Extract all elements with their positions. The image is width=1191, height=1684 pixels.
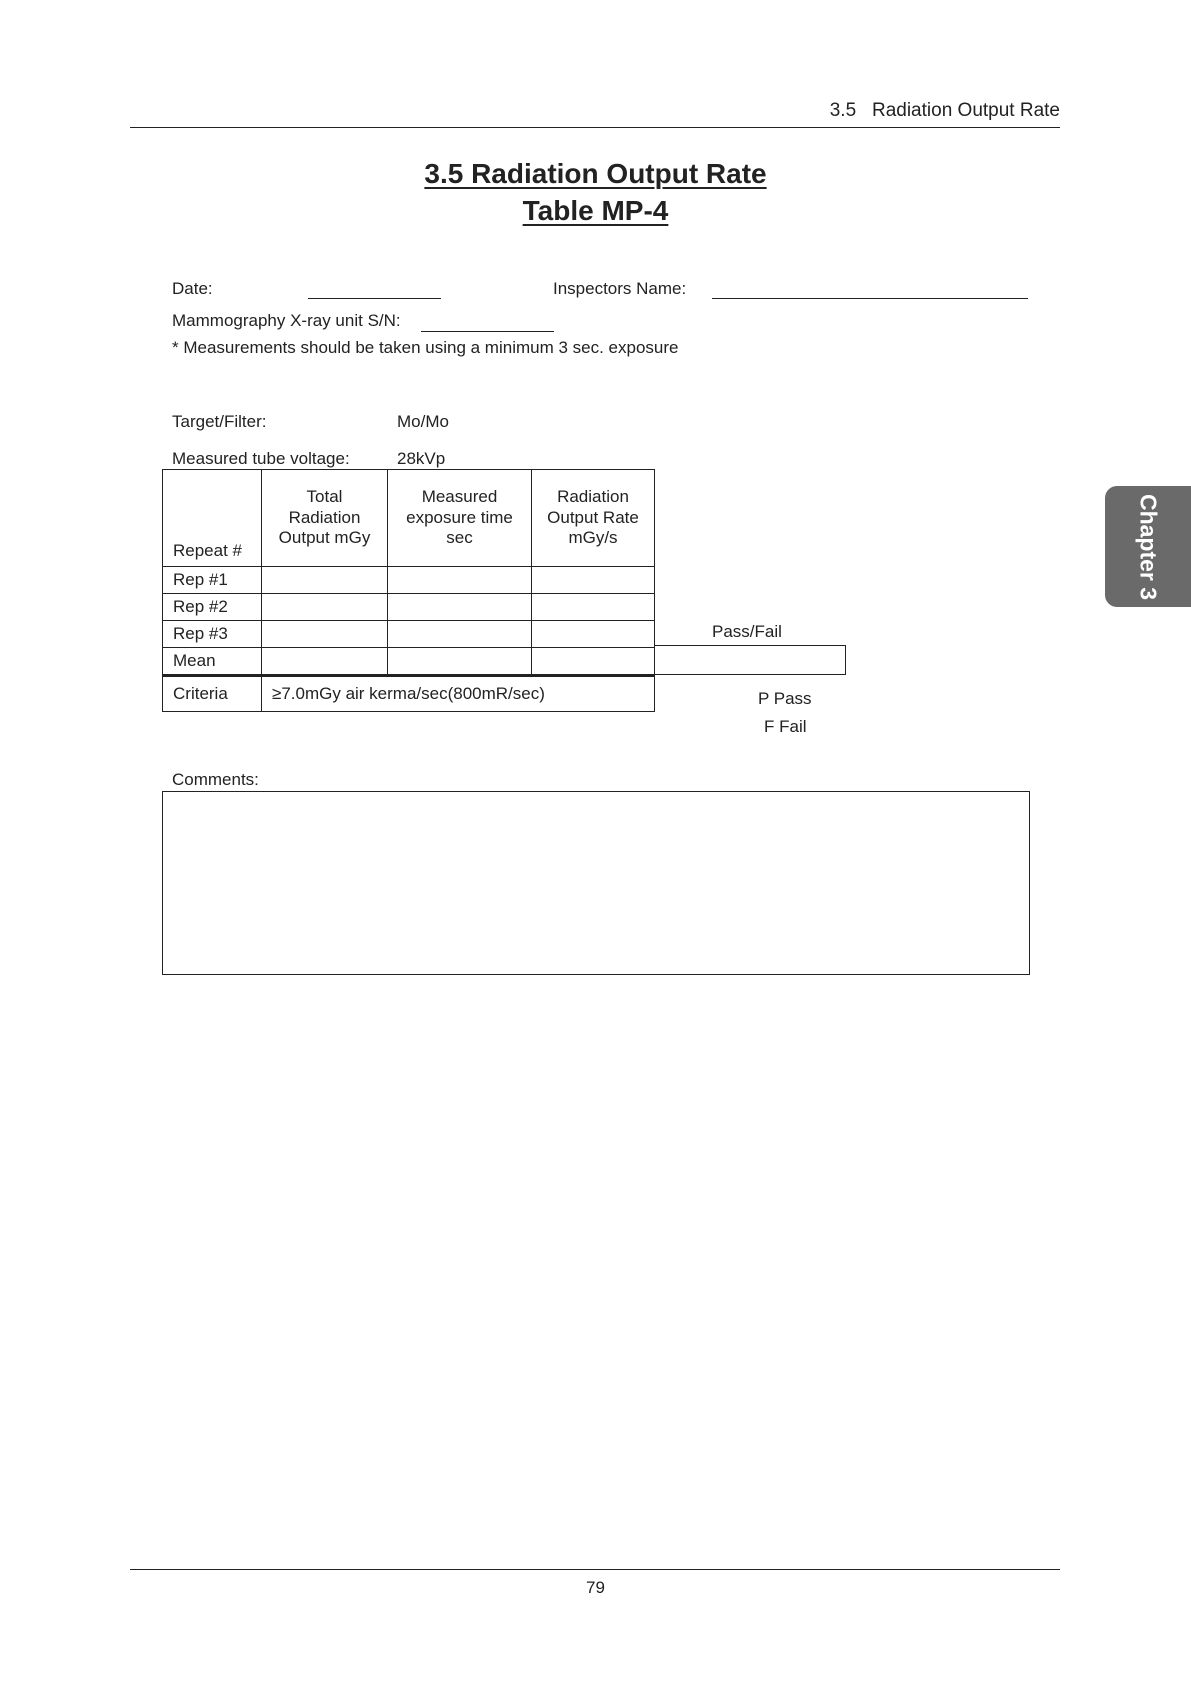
cell-exposure-time[interactable] xyxy=(388,567,532,594)
page-title: 3.5 Radiation Output Rate xyxy=(424,158,767,189)
target-filter-label: Target/Filter: xyxy=(172,412,267,431)
table-row xyxy=(163,648,655,676)
pass-fail-label: Pass/Fail xyxy=(712,622,782,641)
table-row xyxy=(163,594,655,621)
cell-total-output[interactable] xyxy=(262,567,388,594)
running-header xyxy=(830,100,1060,122)
measurement-table xyxy=(162,469,655,712)
footer-rule xyxy=(130,1569,1060,1570)
row-label: Rep #1 xyxy=(163,567,262,594)
running-header-title: Radiation Output Rate xyxy=(871,100,1060,121)
cell-total-output[interactable] xyxy=(262,621,388,648)
cell-exposure-time[interactable] xyxy=(388,594,532,621)
row-label: Rep #3 xyxy=(163,621,262,648)
cell-total-output[interactable] xyxy=(262,648,388,676)
date-field[interactable] xyxy=(308,298,441,299)
inspectors-name-label: Inspectors Name: xyxy=(553,279,687,298)
table-row xyxy=(163,567,655,594)
header-output-rate: Radiation Output Rate mGy/s xyxy=(532,470,655,567)
row-label: Rep #2 xyxy=(163,594,262,621)
fail-option: F Fail xyxy=(764,717,807,736)
tube-voltage-value: 28kVp xyxy=(397,449,446,468)
unit-sn-field[interactable] xyxy=(421,331,554,332)
date-label: Date: xyxy=(172,279,213,298)
comments-box[interactable] xyxy=(162,791,1030,975)
table-title: Table MP-4 xyxy=(522,195,669,226)
chapter-tab-label: Chapter 3 xyxy=(1135,493,1162,600)
criteria-value: ≥7.0mGy air kerma/sec(800mR/sec) xyxy=(262,676,655,712)
criteria-row xyxy=(163,676,655,712)
header-repeat: Repeat # xyxy=(163,470,262,567)
chapter-tab xyxy=(1105,486,1191,607)
cell-output-rate[interactable] xyxy=(532,648,655,676)
cell-exposure-time[interactable] xyxy=(388,621,532,648)
running-header-number: 3.5 xyxy=(829,100,857,121)
page-number: 79 xyxy=(586,1578,605,1597)
target-filter-value: Mo/Mo xyxy=(397,412,449,431)
table-row xyxy=(163,621,655,648)
pass-option: P Pass xyxy=(758,689,812,708)
cell-exposure-time[interactable] xyxy=(388,648,532,676)
table-header-row xyxy=(163,470,655,567)
criteria-label: Criteria xyxy=(163,676,262,712)
cell-output-rate[interactable] xyxy=(532,594,655,621)
exposure-note: * Measurements should be taken using a minimum 3 sec. exposure xyxy=(172,338,679,357)
header-exposure-time: Measured exposure time sec xyxy=(388,470,532,567)
comments-label: Comments: xyxy=(172,770,259,789)
cell-total-output[interactable] xyxy=(262,594,388,621)
inspectors-name-field[interactable] xyxy=(712,298,1028,299)
row-label: Mean xyxy=(163,648,262,676)
pass-fail-field[interactable] xyxy=(654,645,846,675)
unit-sn-label: Mammography X-ray unit S/N: xyxy=(172,311,401,330)
tube-voltage-label: Measured tube voltage: xyxy=(172,449,350,468)
cell-output-rate[interactable] xyxy=(532,621,655,648)
header-rule xyxy=(130,127,1060,128)
cell-output-rate[interactable] xyxy=(532,567,655,594)
header-total-output: Total Radiation Output mGy xyxy=(262,470,388,567)
